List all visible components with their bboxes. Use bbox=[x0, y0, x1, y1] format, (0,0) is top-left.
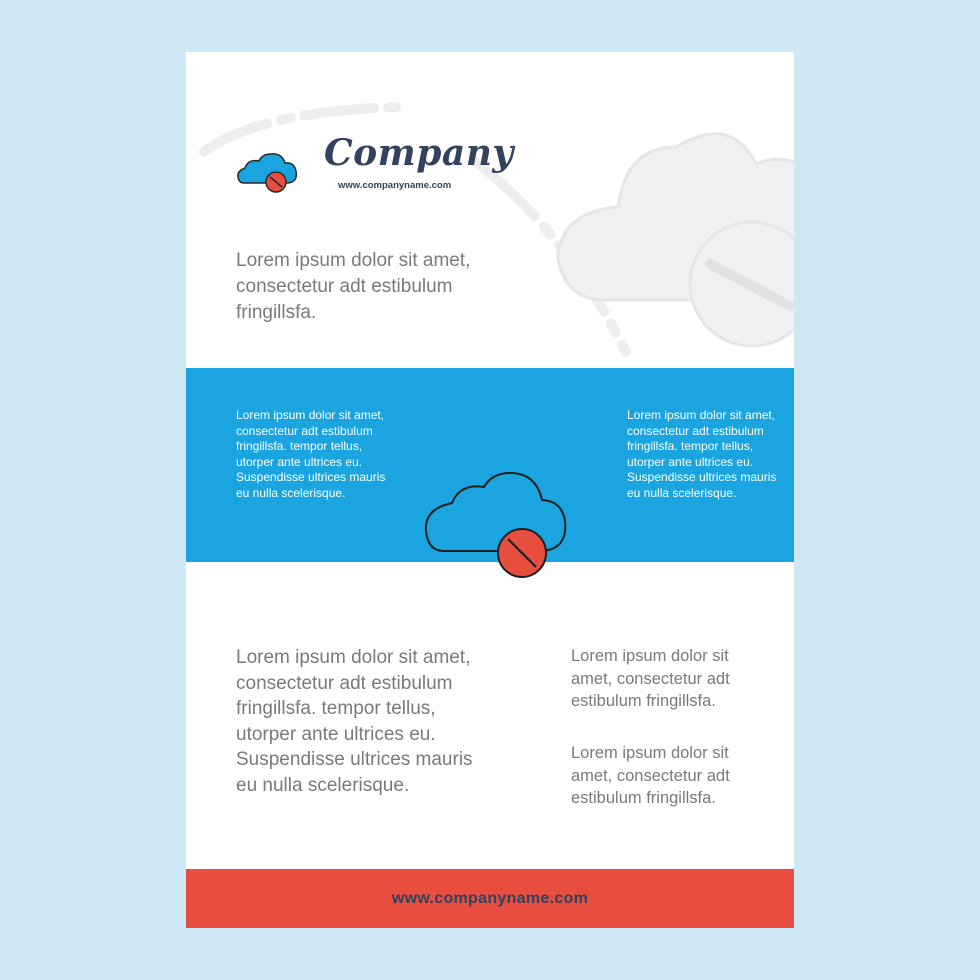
brochure-page bbox=[186, 52, 794, 928]
footer-url[interactable]: www.companyname.com bbox=[391, 889, 589, 907]
body-right-paragraph-2: Lorem ipsum dolor sit amet, consectetur adt estibulum fringillsfa. bbox=[571, 744, 730, 807]
watermark-cloud-icon bbox=[558, 134, 794, 346]
cloud-blocked-icon bbox=[422, 443, 572, 578]
company-url[interactable]: www.companyname.com bbox=[338, 180, 452, 191]
intro-paragraph: Lorem ipsum dolor sit amet, consectetur adt estibulum fringillsfa. bbox=[236, 250, 471, 323]
band-left-paragraph: Lorem ipsum dolor sit amet, consectetur adt estibulum fringillsfa. tempor tellus, utorper ante ultrices eu. Suspendisse ultrices mauris eu nulla scelerisque. bbox=[236, 408, 386, 500]
body-left-paragraph: Lorem ipsum dolor sit amet, consectetur adt estibulum fringillsfa. tempor tellus, utorper ante ultrices eu. Suspendisse ultrices mauris eu nulla scelerisque. bbox=[236, 647, 473, 796]
footer-bar bbox=[186, 869, 794, 928]
cloud-blocked-icon bbox=[236, 149, 300, 195]
band-right-paragraph: Lorem ipsum dolor sit amet, consectetur adt estibulum fringillsfa. tempor tellus, utorper ante ultrices eu. Suspendisse ultrices mauris eu nulla scelerisque. bbox=[627, 408, 777, 500]
company-name: Company bbox=[324, 132, 514, 174]
body-right-paragraph-1: Lorem ipsum dolor sit amet, consectetur adt estibulum fringillsfa. bbox=[571, 647, 730, 710]
blue-band bbox=[186, 368, 794, 562]
